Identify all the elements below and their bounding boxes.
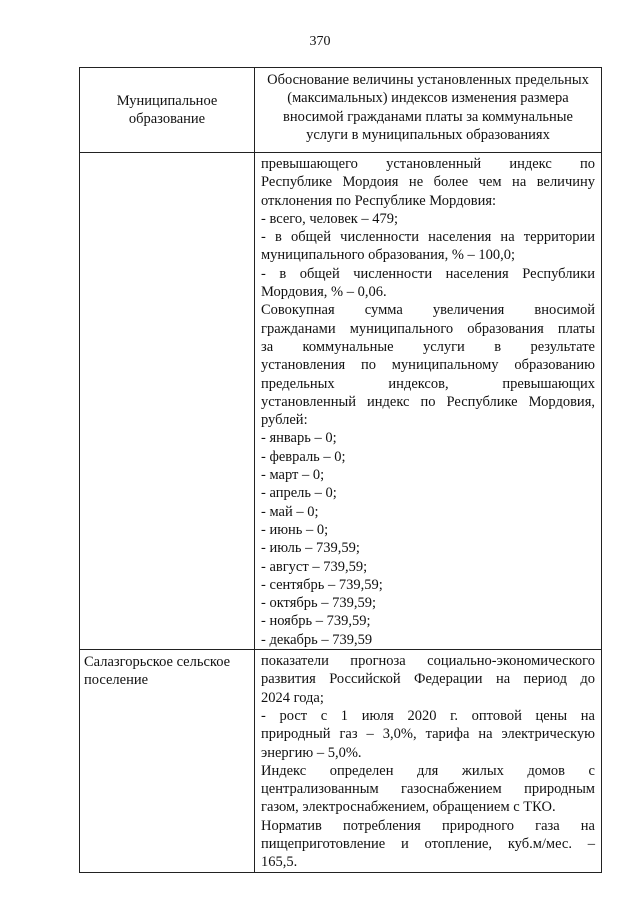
municipality-cell	[80, 650, 255, 873]
page-number: 370	[309, 34, 331, 49]
text-line: Индекс определен для жилых домов с	[261, 762, 595, 779]
text-line: - апрель – 0;	[261, 485, 337, 502]
text-line: - рост с 1 июля 2020 г. оптовой цены на	[261, 707, 595, 724]
text-line: пищеприготовление и отопление, куб.м/мес. –	[261, 835, 595, 852]
header-justification-text: Обоснование величины установленных предельных (максимальных) индексов изменения размера вносимой гражданами платы за коммунальные услуги в муниципальных образованиях	[267, 72, 589, 143]
text-line: - январь – 0;	[261, 430, 337, 447]
text-line: Мордовия, % – 0,06.	[261, 284, 387, 301]
text-line: - август – 739,59;	[261, 558, 368, 575]
text-line: установления по муниципальному образованию	[261, 357, 595, 374]
text-line: показатели прогноза социально-экономического	[261, 653, 595, 670]
table-row	[80, 650, 602, 873]
header-municipality-text: Муниципальное образование	[116, 92, 218, 127]
table-row	[80, 153, 602, 650]
text-line: - март – 0;	[261, 467, 325, 484]
text-line: - ноябрь – 739,59;	[261, 613, 371, 630]
justification-cell	[255, 153, 602, 650]
text-line: Совокупная сумма увеличения вносимой	[261, 302, 595, 319]
text-line: энергию – 5,0%.	[261, 744, 362, 761]
text-line: - декабрь – 739,59	[261, 631, 373, 648]
text-line: - май – 0;	[261, 503, 319, 520]
text-line: рублей:	[261, 412, 308, 429]
text-line: гражданами муниципального образования платы	[261, 320, 595, 337]
text-line: - октябрь – 739,59;	[261, 595, 377, 612]
text-line: - июнь – 0;	[261, 521, 329, 538]
municipality-name: Салазгорьское сельское поселение	[84, 654, 231, 689]
text-line: Норматив потребления природного газа на	[261, 817, 595, 834]
text-line: Республике Мордоия не более чем на величину	[261, 174, 595, 191]
text-line: 2024 года;	[261, 689, 324, 706]
text-line: превышающего установленный индекс по	[261, 156, 595, 172]
table-header-row	[80, 68, 602, 153]
text-line: предельных индексов, превышающих	[261, 375, 595, 392]
justification-cell	[255, 650, 602, 873]
text-line: установленный индекс по Республике Мордовия,	[261, 393, 595, 410]
text-line: централизованным газоснабжением природным	[261, 781, 595, 798]
municipality-cell	[80, 153, 255, 650]
text-line: - в общей численности населения на территории	[261, 229, 595, 246]
text-line: - февраль – 0;	[261, 448, 346, 465]
text-line: отклонения по Республике Мордовия:	[261, 192, 497, 209]
text-line: муниципального образования, % – 100,0;	[261, 247, 516, 264]
justification-text	[261, 155, 595, 649]
text-line: - всего, человек – 479;	[261, 210, 399, 227]
text-line: природный газ – 3,0%, тарифа на электрическую	[261, 726, 595, 743]
text-line: развития Российской Федерации на период до	[261, 671, 595, 688]
justification-table	[79, 67, 602, 873]
text-line: газом, электроснабжением, обращением с ТКО.	[261, 799, 556, 816]
text-line: - в общей численности населения Республики	[261, 265, 595, 282]
text-line: - июль – 739,59;	[261, 540, 360, 557]
text-line: за коммунальные услуги в результате	[261, 338, 595, 355]
text-line: - сентябрь – 739,59;	[261, 576, 383, 593]
text-line: 165,5.	[261, 854, 298, 871]
header-justification	[255, 68, 602, 153]
justification-text	[261, 652, 595, 872]
header-municipality	[80, 68, 255, 153]
